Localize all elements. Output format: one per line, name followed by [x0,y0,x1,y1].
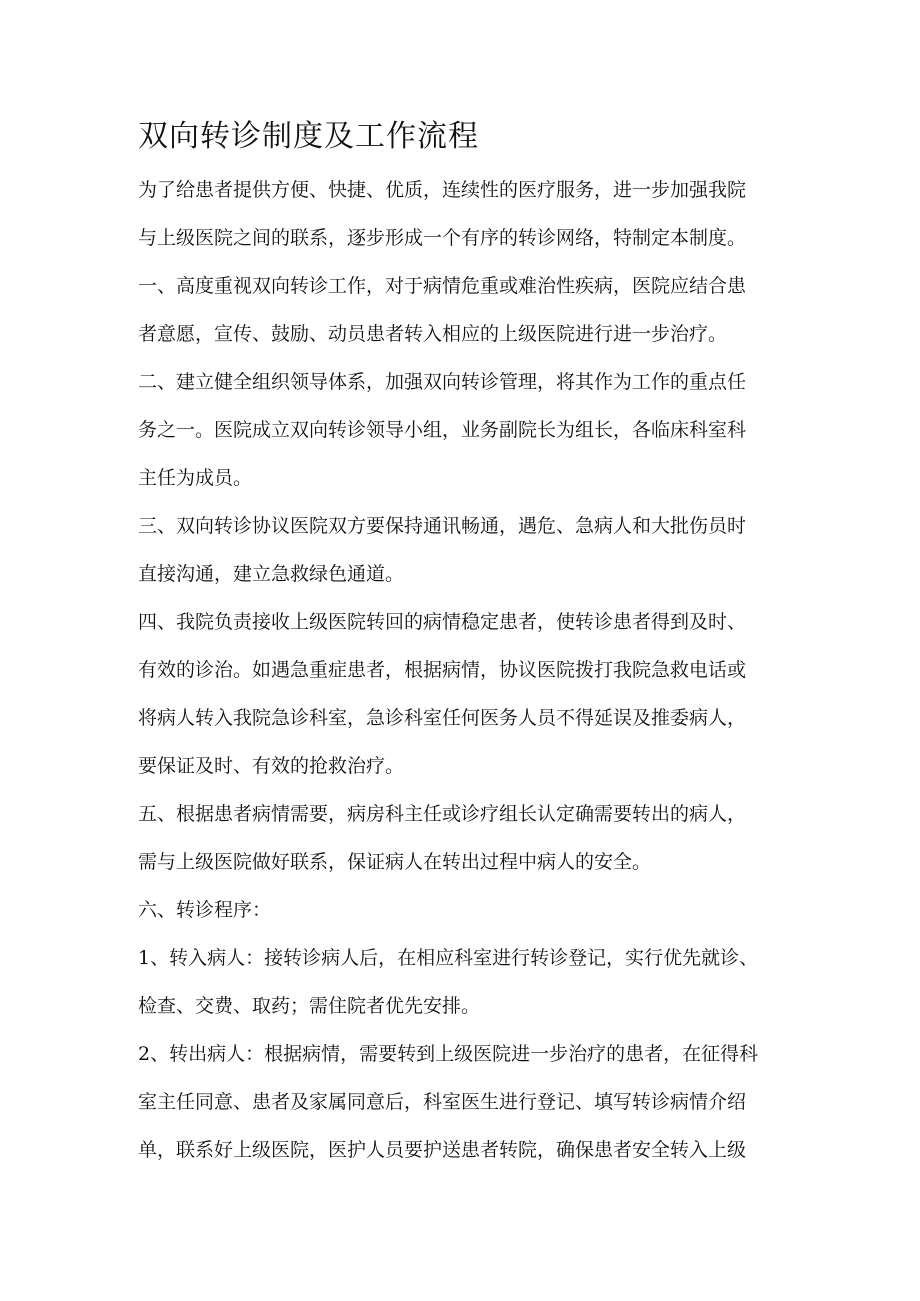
paragraph-line: 四、我院负责接收上级医院转回的病情稳定患者，使转诊患者得到及时、 [138,611,747,633]
paragraph-line: 六、转诊程序： [138,899,272,921]
paragraph-line: 与上级医院之间的联系，逐步形成一个有序的转诊网络，特制定本制度。 [138,227,747,249]
paragraph-line: 将病人转入我院急诊科室，急诊科室任何医务人员不得延误及推委病人， [138,707,747,729]
paragraph-line: 需与上级医院做好联系，保证病人在转出过程中病人的安全。 [138,851,652,873]
document-title: 双向转诊制度及工作流程 [138,119,479,154]
paragraph-line: 直接沟通，建立急救绿色通道。 [138,563,405,585]
paragraph-line: 务之一。医院成立双向转诊领导小组，业务副院长为组长，各临床科室科 [138,419,747,441]
paragraph-line: 一、高度重视双向转诊工作，对于病情危重或难治性疾病，医院应结合患 [138,275,747,297]
paragraph-line: 单，联系好上级医院，医护人员要护送患者转院，确保患者安全转入上级 [138,1139,747,1161]
paragraph-line: 二、建立健全组织领导体系，加强双向转诊管理，将其作为工作的重点任 [138,371,747,393]
paragraph-line: 有效的诊治。如遇急重症患者，根据病情，协议医院拨打我院急救电话或 [138,659,747,681]
paragraph-line: 五、根据患者病情需要，病房科主任或诊疗组长认定确需要转出的病人， [138,803,747,825]
paragraph-line: 室主任同意、患者及家属同意后，科室医生进行登记、填写转诊病情介绍 [138,1091,747,1113]
paragraph-line: 要保证及时、有效的抢救治疗。 [138,755,405,777]
paragraph-line: 为了给患者提供方便、快捷、优质，连续性的医疗服务，进一步加强我院 [138,179,747,201]
paragraph-line: 者意愿，宣传、鼓励、动员患者转入相应的上级医院进行进一步治疗。 [138,323,728,345]
paragraph-line: 三、双向转诊协议医院双方要保持通讯畅通，遇危、急病人和大批伤员时 [138,515,747,537]
paragraph-line: 主任为成员。 [138,467,253,489]
paragraph-line: 1、转入病人：接转诊病人后，在相应科室进行转诊登记，实行优先就诊、 [138,947,759,969]
paragraph-line: 检查、交费、取药；需住院者优先安排。 [138,995,481,1017]
paragraph-line: 2、转出病人：根据病情，需要转到上级医院进一步治疗的患者，在征得科 [138,1043,759,1065]
